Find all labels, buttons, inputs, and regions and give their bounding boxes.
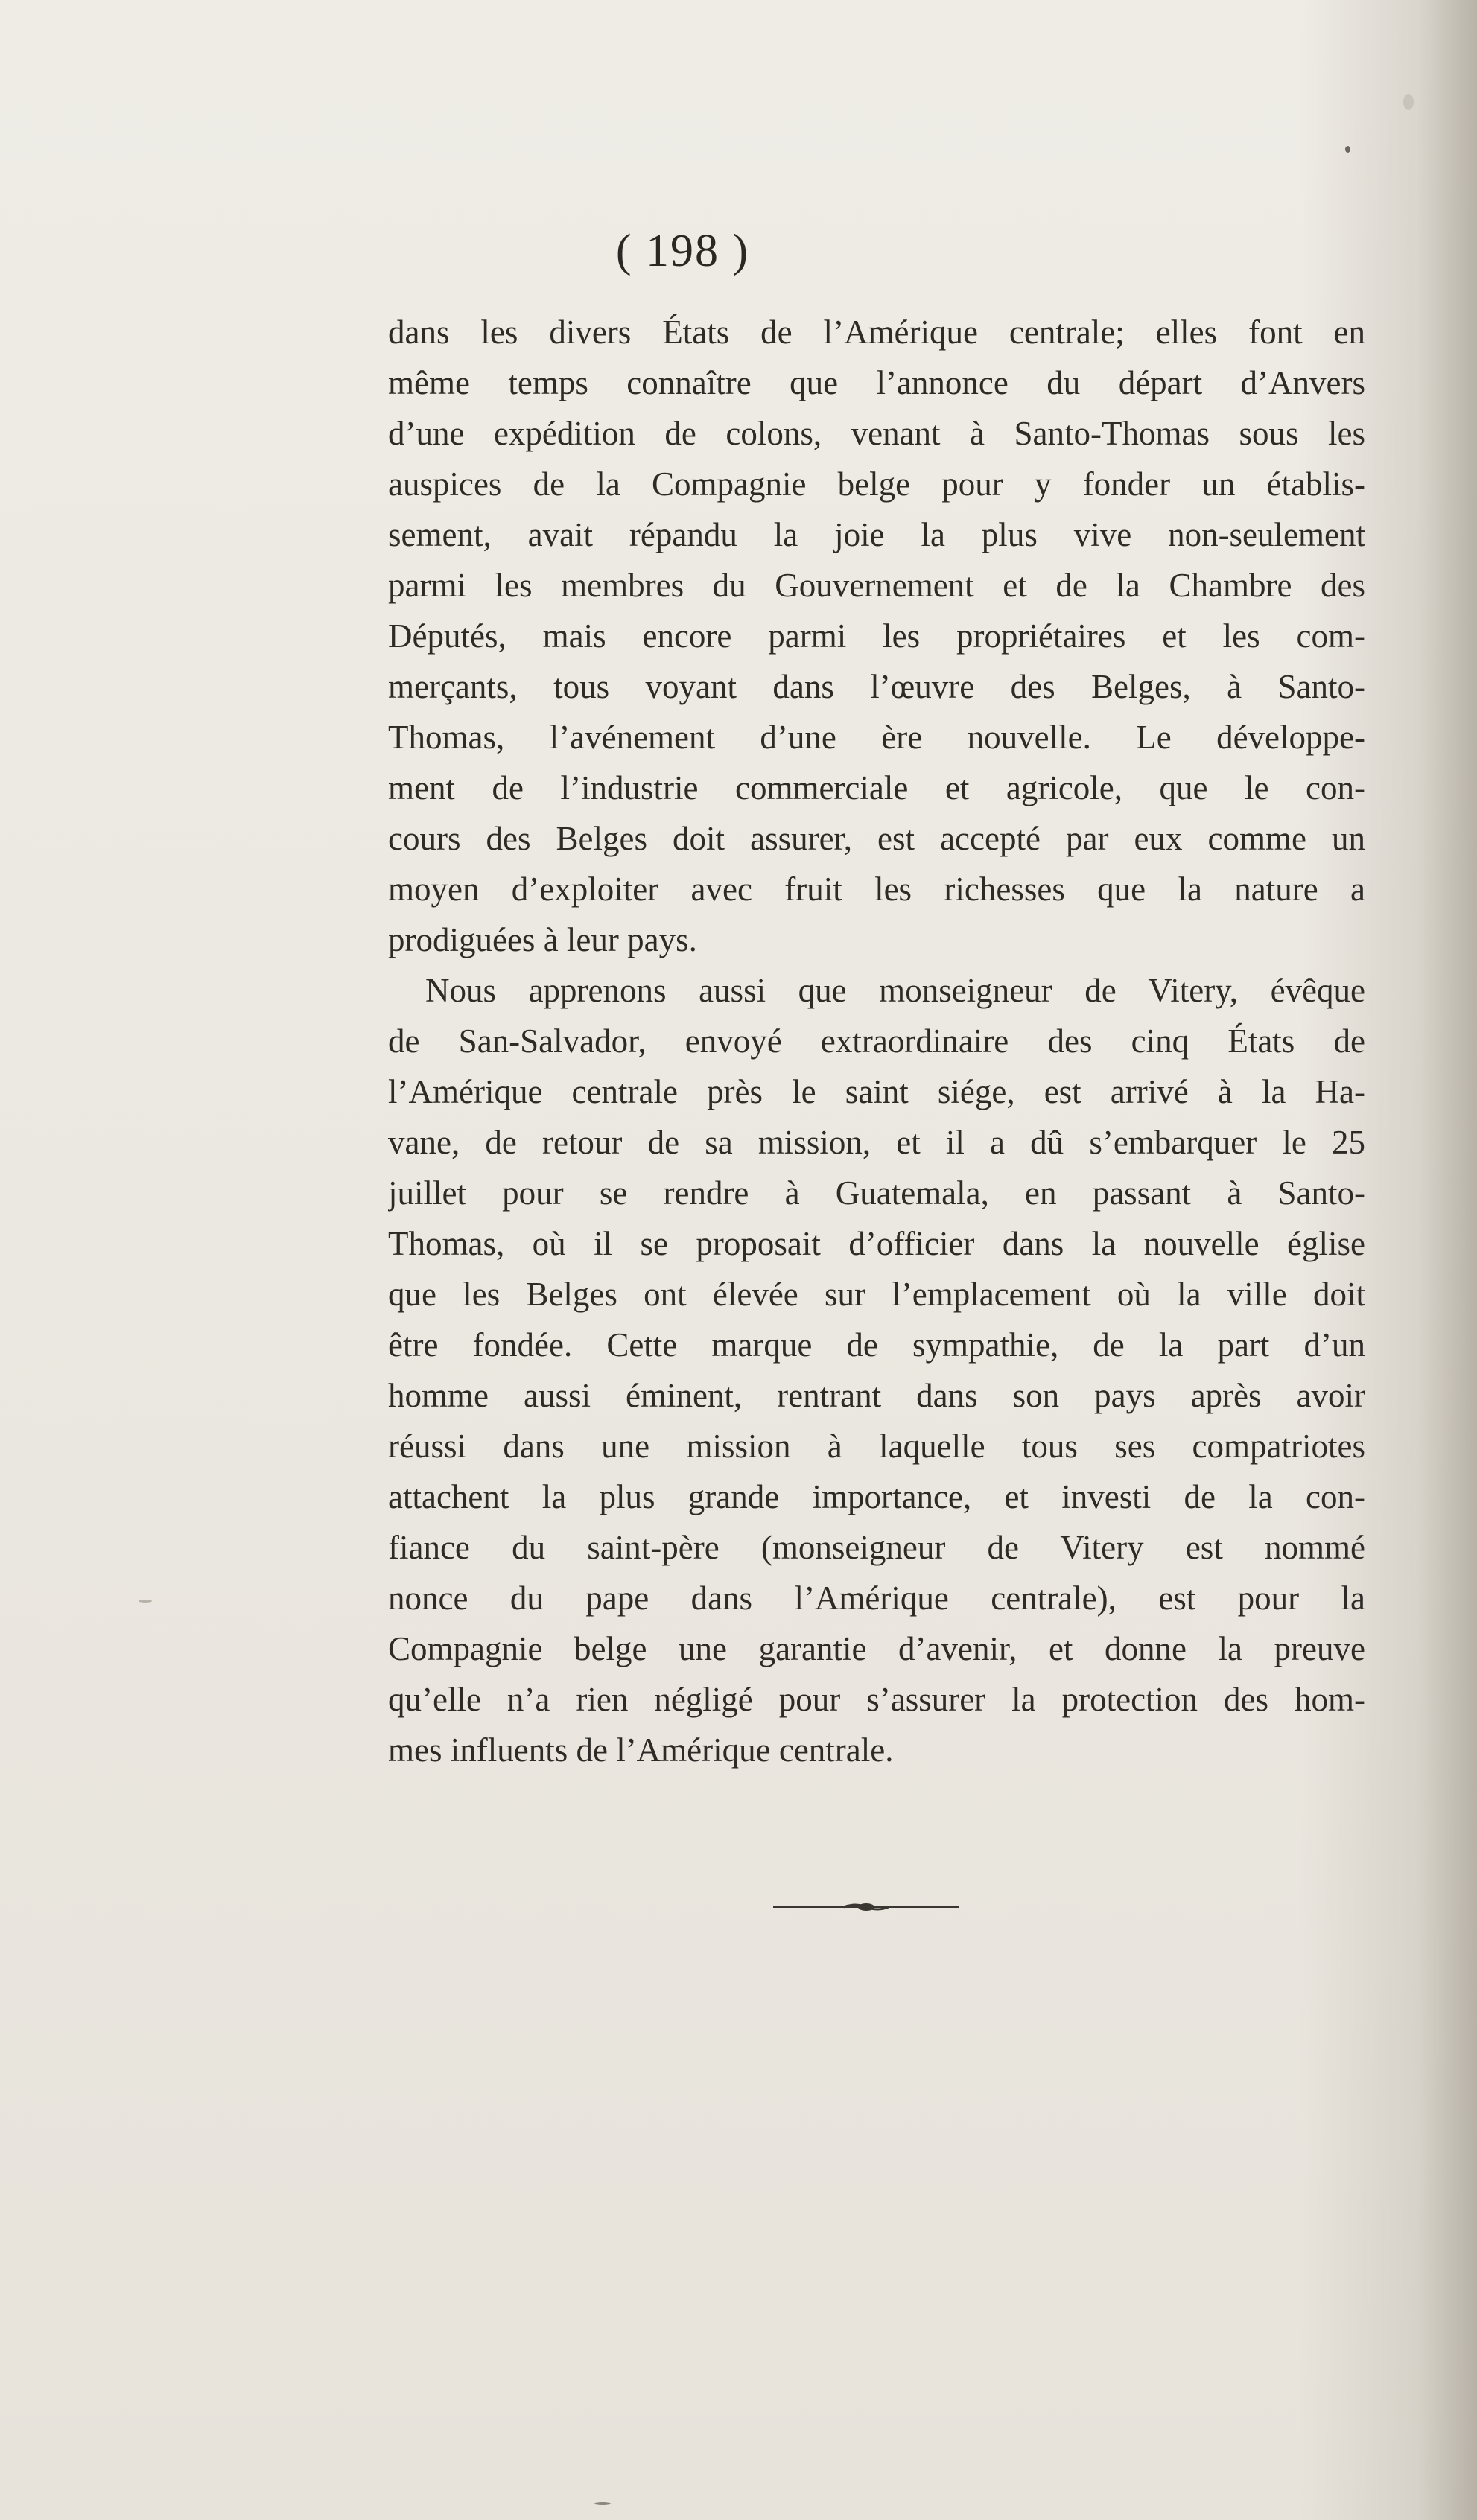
text-line: juillet pour se rendre à Guatemala, en passant à Santo- bbox=[388, 1174, 1365, 1212]
text-line: Thomas, l’avénement d’une ère nouvelle. Le développe- bbox=[388, 719, 1365, 756]
text-line: Thomas, où il se proposait d’officier dans la nouvelle église bbox=[388, 1225, 1365, 1262]
text-line: merçants, tous voyant dans l’œuvre des Belges, à Santo- bbox=[388, 668, 1365, 705]
text-line: prodiguées à leur pays. bbox=[388, 921, 697, 958]
text-line: Députés, mais encore parmi les propriétaires et les com- bbox=[388, 617, 1365, 655]
text-line: même temps connaître que l’annonce du départ d’Anvers bbox=[388, 364, 1365, 401]
text-line: ment de l’industrie commerciale et agricole, que le con- bbox=[388, 769, 1365, 806]
paragraph-2 bbox=[388, 965, 1365, 1775]
text-line: attachent la plus grande importance, et investi de la con- bbox=[388, 1478, 1365, 1515]
text-line: vane, de retour de sa mission, et il a dû s’embarquer le 25 bbox=[388, 1124, 1365, 1161]
text-line: moyen d’exploiter avec fruit les richesses que la nature a bbox=[388, 871, 1365, 908]
page-number: ( 198 ) bbox=[615, 226, 750, 276]
text-line: mes influents de l’Amérique centrale. bbox=[388, 1731, 894, 1769]
paper-speck bbox=[1345, 146, 1350, 153]
text-line: Nous apprenons aussi que monseigneur de Vitery, évêque bbox=[425, 972, 1365, 1009]
text-line: que les Belges ont élevée sur l’emplacement où la ville doit bbox=[388, 1276, 1365, 1313]
body-text bbox=[388, 307, 1365, 1775]
paper-speck bbox=[594, 2502, 611, 2505]
paragraph-1 bbox=[388, 307, 1365, 965]
text-line: qu’elle n’a rien négligé pour s’assurer la protection des hom- bbox=[388, 1681, 1365, 1718]
text-line: nonce du pape dans l’Amérique centrale), est pour la bbox=[388, 1579, 1365, 1617]
text-line: cours des Belges doit assurer, est accepté par eux comme un bbox=[388, 820, 1365, 857]
text-line: fiance du saint-père (monseigneur de Vitery est nommé bbox=[388, 1529, 1365, 1566]
text-line: sement, avait répandu la joie la plus vive non-seulement bbox=[388, 516, 1365, 553]
text-line: parmi les membres du Gouvernement et de la Chambre des bbox=[388, 567, 1365, 604]
text-line: être fondée. Cette marque de sympathie, de la part d’un bbox=[388, 1326, 1365, 1364]
text-line: homme aussi éminent, rentrant dans son pays après avoir bbox=[388, 1377, 1365, 1414]
ornament-divider bbox=[773, 1902, 959, 1912]
text-line: auspices de la Compagnie belge pour y fonder un établis- bbox=[388, 465, 1365, 503]
text-line: réussi dans une mission à laquelle tous ses compatriotes bbox=[388, 1428, 1365, 1465]
text-line: Compagnie belge une garantie d’avenir, et donne la preuve bbox=[388, 1630, 1365, 1667]
paper-speck bbox=[1403, 94, 1414, 110]
paper-speck bbox=[139, 1600, 152, 1603]
text-line: dans les divers États de l’Amérique centrale; elles font en bbox=[388, 314, 1365, 351]
text-line: d’une expédition de colons, venant à Santo-Thomas sous les bbox=[388, 415, 1365, 452]
text-line: l’Amérique centrale près le saint siége, est arrivé à la Ha- bbox=[388, 1073, 1365, 1110]
text-line: de San-Salvador, envoyé extraordinaire des cinq États de bbox=[388, 1022, 1365, 1060]
